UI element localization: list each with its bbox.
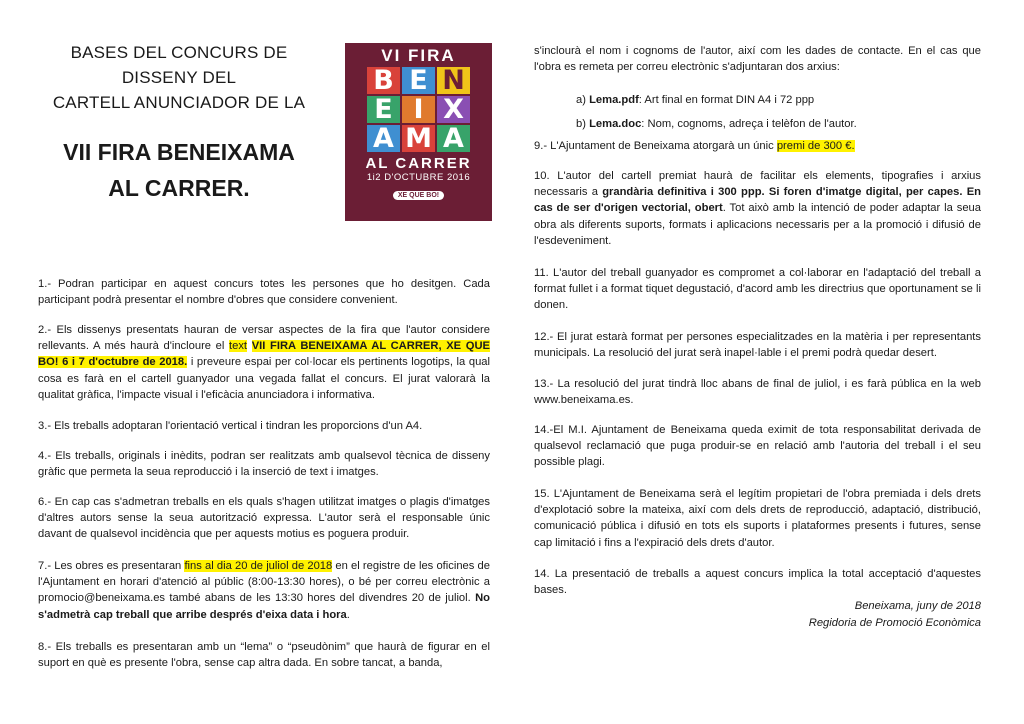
rule-2: [38, 322, 490, 403]
left-paragraph-6: [38, 494, 490, 543]
poster-letter: E: [367, 96, 400, 123]
poster-fira-label: VI FIRA: [381, 46, 456, 65]
right-paragraph-14b: [534, 566, 981, 598]
left-paragraph-2: [38, 322, 490, 403]
lema-a-filename: Lema.pdf: [589, 94, 639, 106]
poster-badge: XE QUE BO!: [393, 191, 444, 200]
rule-7-highlight: fins al dia 20 de juliol de 2018: [184, 560, 333, 572]
title-line-2: DISSENY DEL: [121, 68, 237, 87]
lema-b-prefix: b): [576, 118, 590, 130]
rule-11: 11. L'autor del treball guanyador es compromet a col·laborar en l'adaptació del treball a format fullet i a format tiquet degustació, d'acord amb les directrius que oportunament se li donen.: [534, 267, 981, 312]
poster-row-1: [345, 67, 492, 94]
document-title: [38, 40, 320, 206]
rule-4: 4.- Els treballs, originals i inèdits, podran ser realitzats amb qualsevol tècnica de disseny gràfic que permeta la seua reproducció i la inserció de text i imatges.: [38, 450, 490, 479]
rule-10: [534, 168, 981, 249]
poster-letter: A: [367, 125, 400, 152]
signature-block: [534, 598, 981, 631]
poster-image: [345, 43, 492, 221]
rule-8-continued: s'inclourà el nom i cognoms de l'autor, així com les dades de contacte. En el cas que l'obra es remeta per correu electrònic s'adjuntaran dos arxius:: [534, 45, 981, 74]
right-paragraph-14a: [534, 422, 981, 471]
rule-3: 3.- Els treballs adoptaran l'orientació vertical i tindran les proporcions d'un A4.: [38, 420, 423, 432]
poster-letter: I: [402, 96, 435, 123]
left-paragraph-3: [38, 418, 490, 434]
rule-15: 15. L'Ajuntament de Beneixama serà el legítim propietari de l'obra premiada i dels drets d'explotació sobre la mateixa, així com dels drets de reproducció, adaptació, distribució, comunicació pública i difusió en tots els suports i plataformes presents i futures, sense cap limitació i fins a l'expiració dels drets d'autor.: [534, 488, 981, 549]
lema-b-filename: Lema.doc: [589, 118, 642, 130]
rule-6: 6.- En cap cas s'admetran treballs en els quals s'hagen utilitzat imatges o plagis d'imatges d'altres autors sense la seua autorització expressa. L'autor serà el responsable únic davant de qualsevol incidència que per aquests motius es poguera produir.: [38, 496, 490, 541]
title-line-1: BASES DEL CONCURS DE: [70, 43, 288, 62]
title-big-2: AL CARRER.: [108, 175, 250, 201]
poster-dates: 1i2 D'OCTUBRE 2016: [366, 172, 471, 183]
rule-14b: 14. La presentació de treballs a aquest concurs implica la total acceptació d'aquestes bases.: [534, 568, 981, 597]
right-paragraph-10: [534, 168, 981, 249]
signature-department: Regidoria de Promoció Econòmica: [808, 616, 981, 629]
rule-9-highlight: premi de 300 €.: [776, 140, 855, 152]
left-paragraph-1: [38, 276, 490, 308]
rule-10-text-b: . Tot això amb la intenció de poder adaptar la seua obra als diferents suports, formats i aplicacions necessaris per a la promoció i difusió de l'esdeveniment.: [534, 202, 981, 247]
poster-letter: X: [437, 96, 470, 123]
rule-7-end: .: [346, 608, 350, 621]
poster-al-carrer: AL CARRER: [365, 155, 472, 172]
right-paragraph-13: [534, 376, 981, 408]
rule-2-text-b: i preveure espai per col·locar els pertinents logotips, la qual cosa es farà en el cartell guanyador una vegada fallat el concurs. El jurat valorarà la qualitat gràfica, l'impacte visual i l'eficàcia anunciadora i informativa.: [38, 356, 491, 401]
rule-12: 12.- El jurat estarà format per persones especialitzades en la matèria i per representants municipals. La resolució del jurat serà inapel·lable i el premi podrà quedar desert.: [534, 331, 981, 360]
rule-14a: 14.-El M.I. Ajuntament de Beneixama queda eximit de tota responsabilitat derivada de qualsevol reclamació que puga produir-se en relació amb l'autoria del treball i el seu possible plagi.: [534, 424, 981, 469]
lema-doc-item: [576, 116, 857, 132]
rule-10-text-a: 10. L'autor del cartell premiat haurà de facilitar els elements, tipografies i arxius necessaris a: [534, 170, 981, 199]
rule-7: [38, 558, 490, 623]
right-paragraph-11: [534, 265, 981, 314]
poster-row-2: [345, 96, 492, 123]
poster-letter: E: [402, 67, 435, 94]
title-big-1: VII FIRA BENEIXAMA: [63, 139, 295, 165]
right-paragraph-9: [534, 138, 981, 154]
right-paragraph-15: [534, 486, 981, 551]
poster-letter: B: [367, 67, 400, 94]
right-paragraph-12: [534, 329, 981, 361]
rule-8: 8.- Els treballs es presentaran amb un “lema” o “pseudònim” que haurà de figurar en el suport en què es presente l'obra, sense cap altra dada. En sobre tancat, a banda,: [38, 641, 490, 670]
rule-1: 1.- Podran participar en aquest concurs totes les persones que ho desitgen. Cada participant podrà presentar el nombre d'obres que considere convenient.: [38, 278, 490, 307]
lema-pdf-item: [576, 92, 814, 108]
left-paragraph-4: [38, 448, 490, 480]
rule-10-bold: grandària definitiva i 300 ppp. Si foren d'imatge digital, per capes. En cas de ser d'origen vectorial, obert: [534, 186, 981, 215]
right-paragraph-8-cont: [534, 43, 981, 75]
left-paragraph-8: [38, 639, 490, 671]
rule-2-text-a: 2.- Els dissenys presentats hauran de versar aspectes de la fira que l'autor considere rellevants. A més haurà d'incloure el: [38, 324, 490, 353]
rule-9-text: 9.- L'Ajuntament de Beneixama atorgarà un únic: [534, 140, 777, 152]
poster-letter: N: [437, 67, 470, 94]
poster-letter: A: [437, 125, 470, 152]
left-paragraph-7: [38, 558, 490, 623]
title-line-3: CARTELL ANUNCIADOR DE LA: [52, 93, 306, 112]
rule-2-highlight-title: VII FIRA BENEIXAMA AL CARRER, XE QUE BO! 6 i 7 d'octubre de 2018.: [38, 340, 490, 369]
rule-9: [534, 138, 981, 154]
rule-2-highlight-text: text: [229, 340, 248, 353]
lema-a-text: : Art final en format DIN A4 i 72 ppp: [638, 94, 815, 106]
rule-7-bold: No s'admetrà cap treball que arribe després d'eixa data i hora: [38, 592, 490, 621]
rule-7-text-a: 7.- Les obres es presentaran: [38, 560, 185, 572]
poster-letter: M: [402, 125, 435, 152]
rule-7-text-b: en el registre de les oficines de l'Ajuntament en horari d'atenció al públic (8:00-13:30 hores), o bé per correu electrònic a promocio@beneixama.es també abans de les 13:30 hores del divendres 20 de juliol.: [38, 560, 490, 605]
poster-row-3: [345, 125, 492, 152]
rule-13: 13.- La resolució del jurat tindrà lloc abans de final de juliol, i es farà pública en la web www.beneixama.es.: [534, 378, 981, 407]
signature-place-date: Beneixama, juny de 2018: [854, 600, 981, 612]
lema-b-text: : Nom, cognoms, adreça i telèfon de l'autor.: [641, 118, 857, 130]
lema-a-prefix: a): [576, 94, 590, 106]
